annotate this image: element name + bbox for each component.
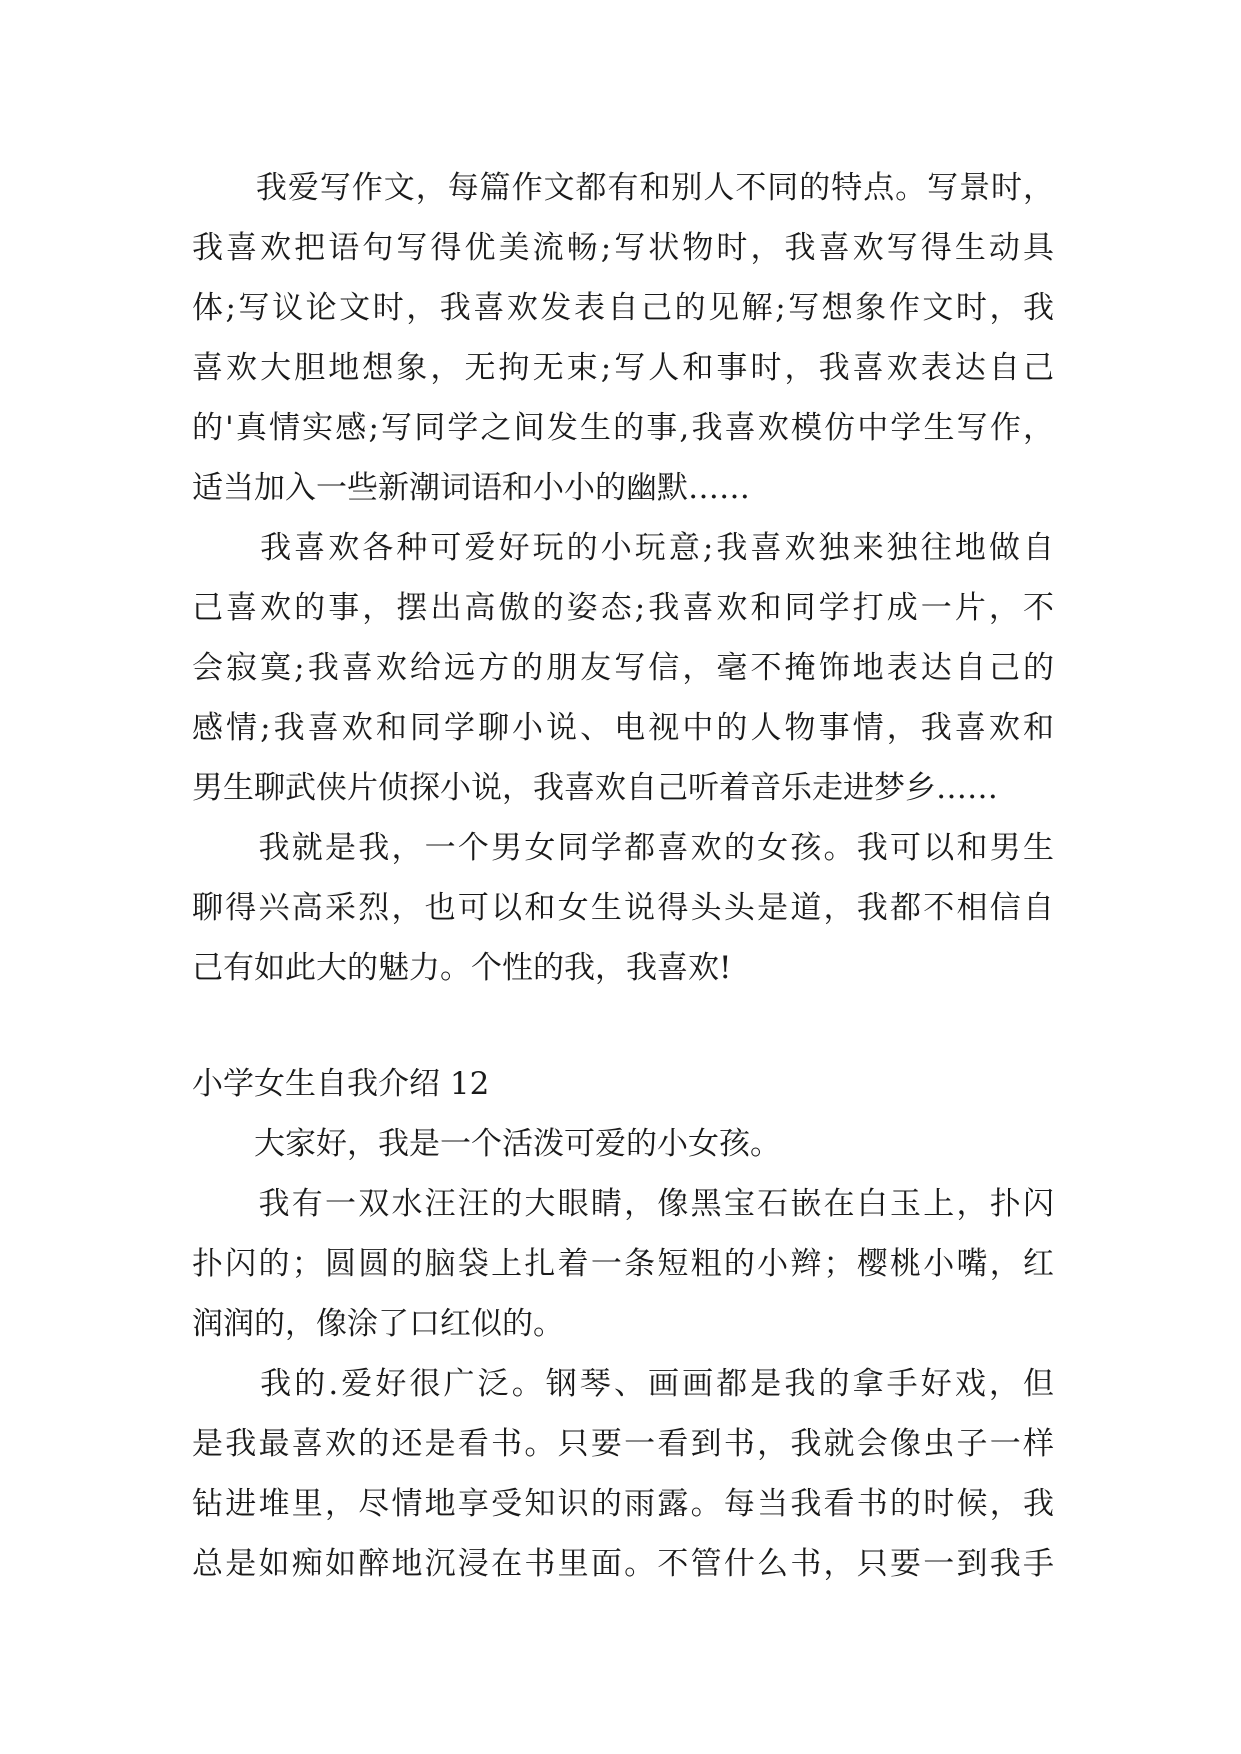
text-line: 适当加入一些新潮词语和小小的幽默…… xyxy=(192,470,750,506)
text-line: 钻进堆里，尽情地享受知识的雨露。每当我看书的时候，我 xyxy=(192,1486,1054,1522)
text-line: 我的.爱好很广泛。钢琴、画画都是我的拿手好戏，但 xyxy=(192,1366,1054,1402)
document-page xyxy=(192,158,1054,1594)
paragraph-writing xyxy=(192,158,1054,518)
paragraph-reading xyxy=(192,1354,1054,1594)
text-line: 润润的，像涂了口红似的。 xyxy=(192,1306,564,1342)
text-line: 会寂寞;我喜欢给远方的朋友写信，毫不掩饰地表达自己的 xyxy=(192,650,1054,686)
text-line: 己喜欢的事，摆出高傲的姿态;我喜欢和同学打成一片，不 xyxy=(192,590,1054,626)
paragraph-personality xyxy=(192,818,1054,998)
text-line: 体;写议论文时，我喜欢发表自己的见解;写想象作文时，我 xyxy=(192,290,1054,326)
text-line: 我有一双水汪汪的大眼睛，像黑宝石嵌在白玉上，扑闪 xyxy=(192,1186,1054,1222)
text-line: 总是如痴如醉地沉浸在书里面。不管什么书，只要一到我手 xyxy=(192,1546,1054,1582)
paragraph-greeting xyxy=(192,1114,1054,1174)
text-line: 聊得兴高采烈，也可以和女生说得头头是道，我都不相信自 xyxy=(192,890,1054,926)
text-line: 扑闪的；圆圆的脑袋上扎着一条短粗的小辫；樱桃小嘴，红 xyxy=(192,1246,1054,1282)
text-line: 男生聊武侠片侦探小说，我喜欢自己听着音乐走进梦乡…… xyxy=(192,770,998,806)
text-line: 大家好，我是一个活泼可爱的小女孩。 xyxy=(192,1126,781,1162)
text-line: 己有如此大的魅力。个性的我，我喜欢! xyxy=(192,950,732,986)
text-line: 喜欢大胆地想象，无拘无束;写人和事时，我喜欢表达自己 xyxy=(192,350,1054,386)
text-line: 感情;我喜欢和同学聊小说、电视中的人物事情，我喜欢和 xyxy=(192,710,1054,746)
paragraph-appearance xyxy=(192,1174,1054,1354)
text-line: 是我最喜欢的还是看书。只要一看到书，我就会像虫子一样 xyxy=(192,1426,1054,1462)
text-line: 的'真情实感;写同学之间发生的事,我喜欢模仿中学生写作， xyxy=(192,410,1054,446)
section-heading: 小学女生自我介绍 12 xyxy=(192,1066,490,1102)
section-gap xyxy=(192,998,1054,1054)
text-line: 我就是我，一个男女同学都喜欢的女孩。我可以和男生 xyxy=(192,830,1054,866)
text-line: 我喜欢把语句写得优美流畅;写状物时，我喜欢写得生动具 xyxy=(192,230,1054,266)
paragraph-hobbies xyxy=(192,518,1054,818)
text-line: 我喜欢各种可爱好玩的小玩意;我喜欢独来独往地做自 xyxy=(192,530,1054,566)
text-line: 我爱写作文，每篇作文都有和别人不同的特点。写景时， xyxy=(192,170,1054,206)
